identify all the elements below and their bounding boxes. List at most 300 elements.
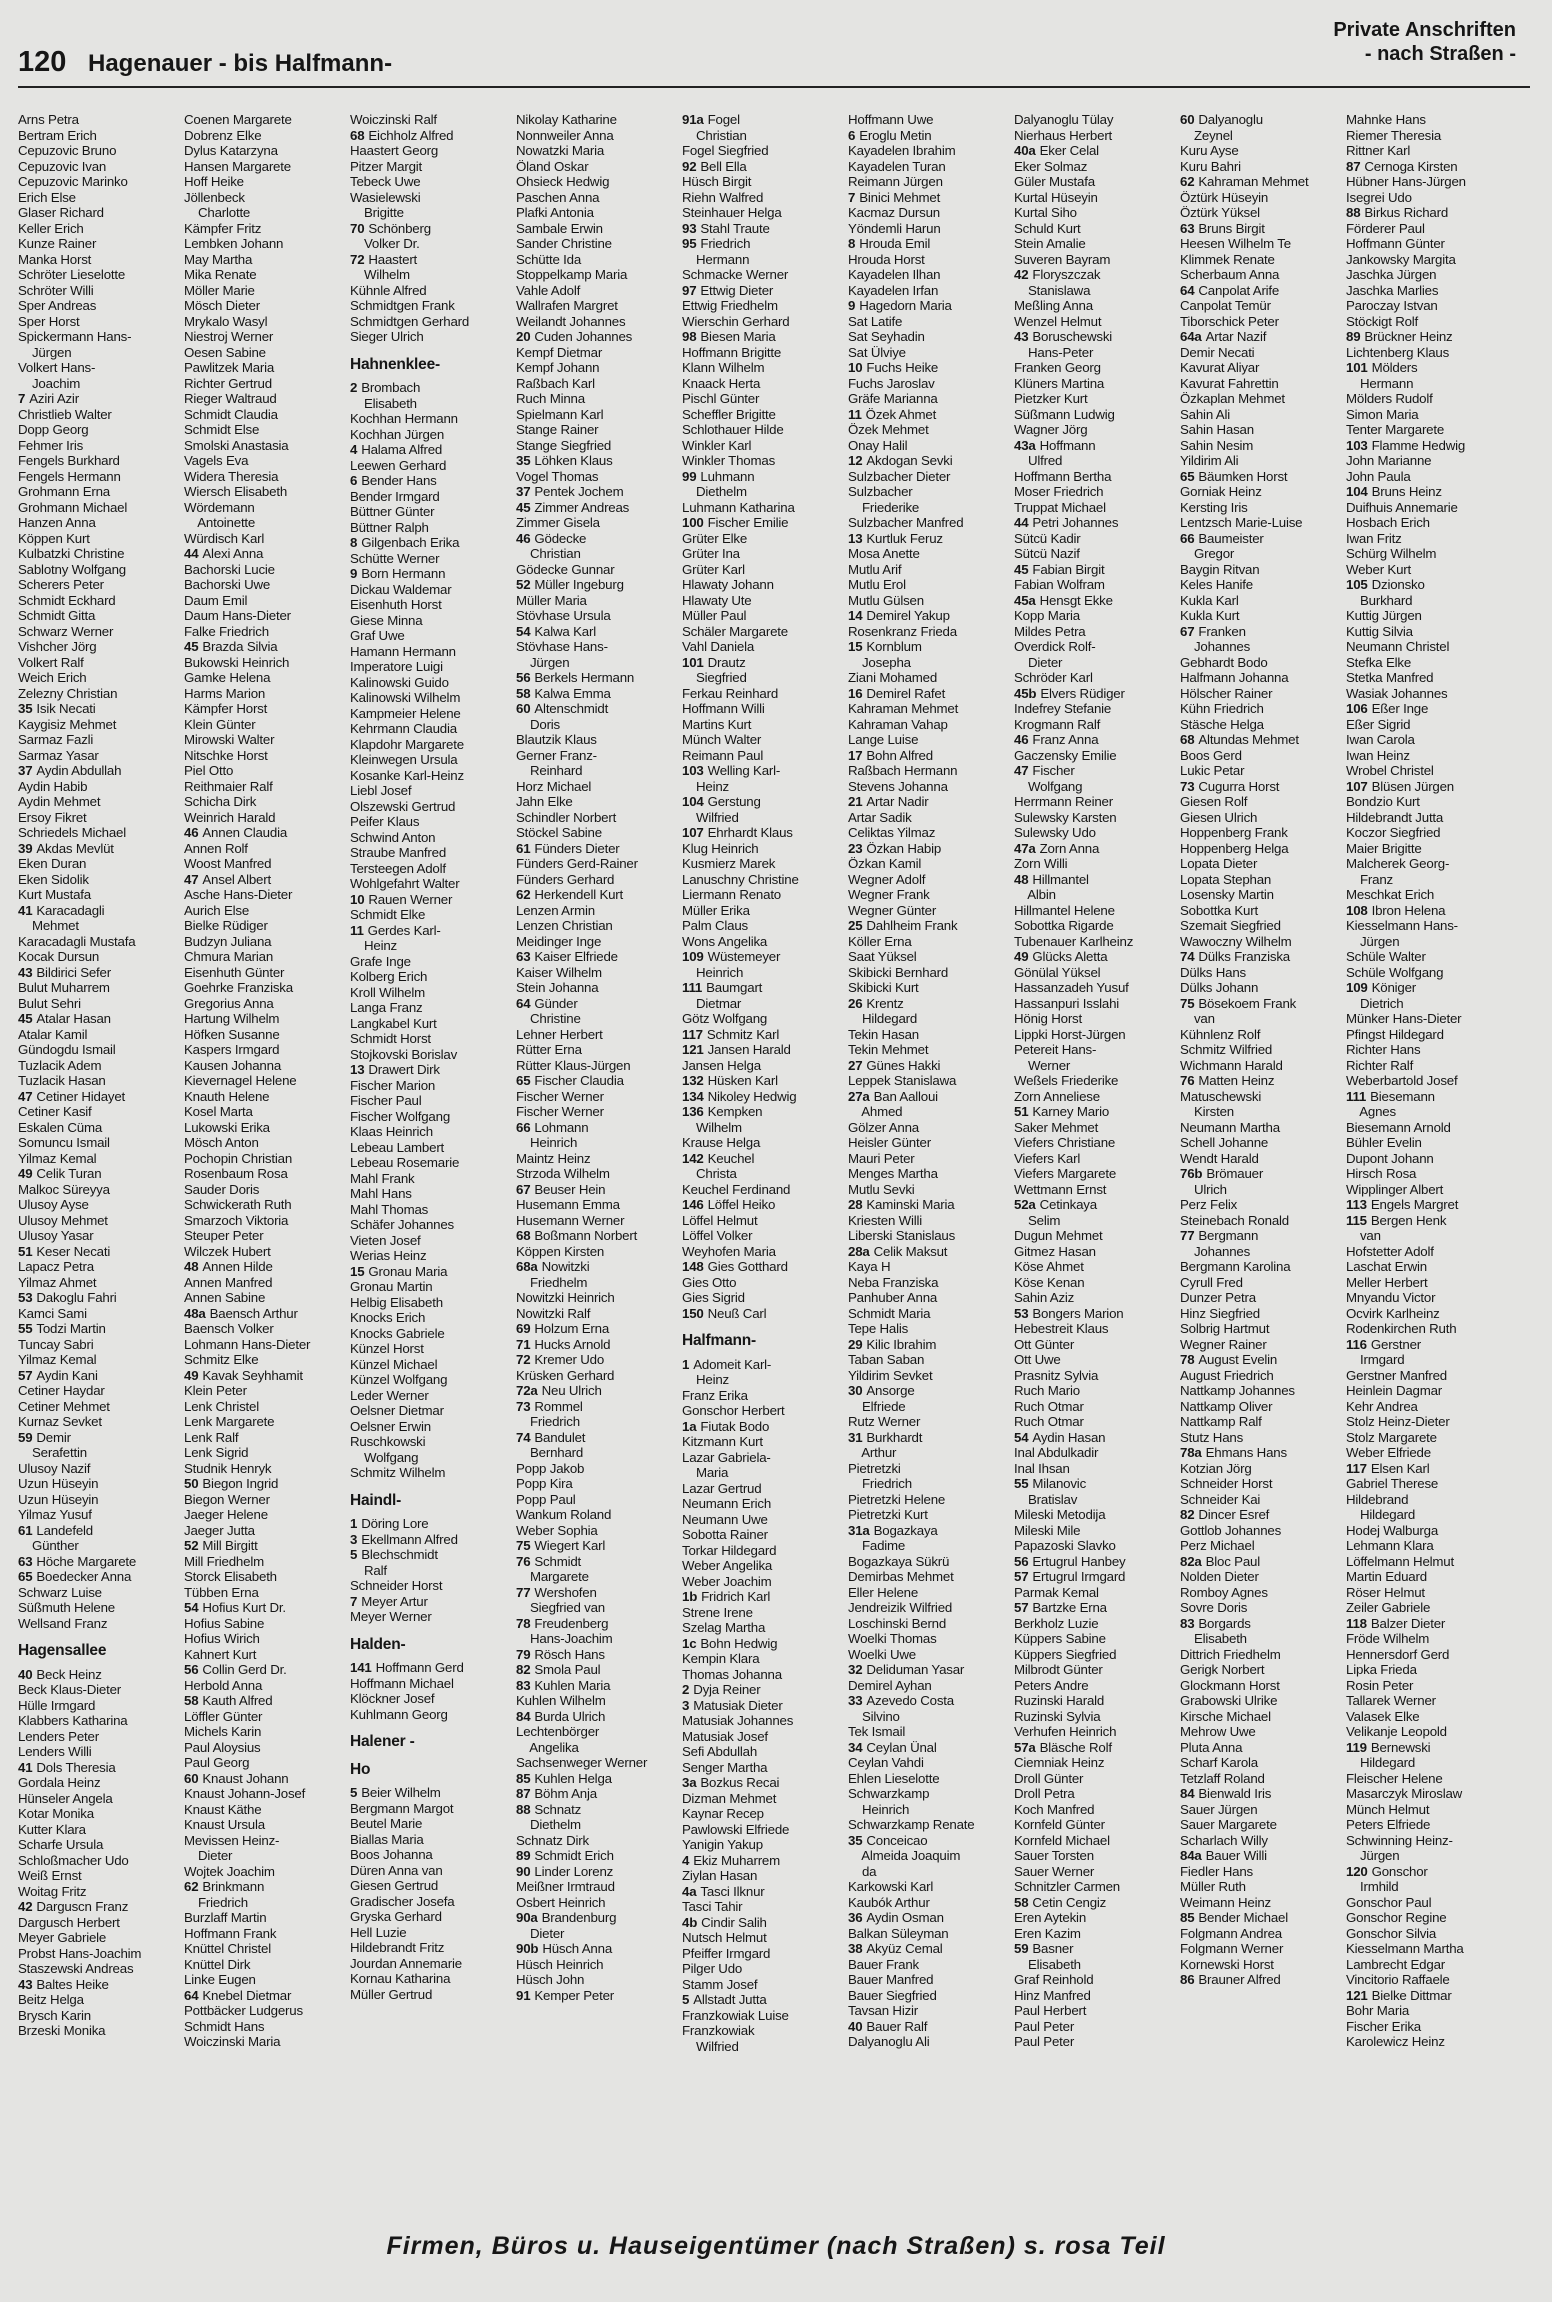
resident-name: Lenk Christel (184, 1398, 259, 1414)
house-number: 75 (1180, 995, 1195, 1011)
resident-name: Fischer Claudia (534, 1073, 624, 1088)
resident-name: Kriesten Willi (848, 1212, 923, 1228)
resident-name: Jaschka Jürgen (1346, 267, 1437, 282)
resident-name: Widera Theresia (184, 468, 279, 484)
directory-entry (1346, 1879, 1508, 1895)
house-number: 11 (350, 922, 364, 938)
resident-name: John Marianne (1346, 453, 1432, 468)
directory-entry (1014, 159, 1176, 175)
resident-name: Jaschka Marlies (1346, 282, 1439, 298)
directory-entry (350, 520, 512, 536)
resident-name: Sper Andreas (18, 298, 97, 313)
directory-entry (1346, 903, 1508, 919)
directory-entry (848, 748, 1010, 764)
resident-name: Lebeau Rosemarie (350, 1155, 460, 1170)
resident-name: Götz Wolfgang (682, 1011, 768, 1026)
directory-entry (848, 205, 1010, 221)
house-number: 5 (350, 1547, 358, 1562)
directory-entry (350, 1357, 512, 1373)
resident-name: May Martha (184, 251, 253, 267)
directory-entry (1180, 469, 1342, 485)
resident-name: Nowitzki Ralf (516, 1305, 591, 1321)
directory-entry (516, 1678, 678, 1694)
resident-name: Schwickerath Ruth (184, 1197, 292, 1212)
resident-name: Fabian Wolfram (1014, 577, 1105, 592)
house-number: 62 (184, 1879, 199, 1894)
directory-entry (1014, 887, 1176, 903)
directory-entry (516, 1073, 678, 1089)
resident-name: Küppers Sabine (1014, 1631, 1106, 1646)
resident-name: Silvino (848, 1708, 900, 1724)
directory-entry (1180, 484, 1342, 500)
resident-name: Ruch Mario (1014, 1383, 1080, 1398)
house-number: 98 (682, 329, 697, 344)
directory-entry (350, 907, 512, 923)
house-number: 7 (350, 1593, 358, 1609)
directory-entry (18, 717, 180, 733)
directory-entry (18, 1760, 180, 1776)
directory-entry (848, 298, 1010, 314)
resident-name: Isik Necati (36, 701, 96, 716)
house-number: 65 (18, 1569, 33, 1584)
directory-entry (682, 1667, 844, 1683)
resident-name: Sat Latife (848, 313, 903, 329)
resident-name: Kurtal Hüseyin (1014, 189, 1098, 205)
directory-entry (1346, 112, 1508, 128)
directory-entry (682, 314, 844, 330)
directory-entry (516, 112, 678, 128)
directory-entry (516, 1833, 678, 1849)
resident-name: Gaczensky Emilie (1014, 747, 1117, 763)
resident-name: Husemann Emma (516, 1197, 620, 1212)
resident-name: Aydin Abdullah (36, 763, 122, 778)
resident-name: Gölzer Anna (848, 1119, 919, 1135)
resident-name: Kahraman Mehmet (848, 701, 959, 716)
resident-name: Gonschor Paul (1346, 1894, 1432, 1910)
directory-entry (184, 1616, 346, 1632)
house-number: 37 (516, 484, 531, 499)
directory-entry (350, 675, 512, 691)
house-number: 73 (516, 1398, 531, 1414)
resident-name: Wellsand Franz (18, 1615, 108, 1631)
directory-entry (184, 1166, 346, 1182)
resident-name: Franken (1198, 623, 1246, 639)
resident-name: Kempken (707, 1104, 763, 1119)
directory-entry (184, 221, 346, 237)
directory-entry (516, 1585, 678, 1601)
directory-entry (516, 732, 678, 748)
directory-entry (1180, 546, 1342, 562)
directory-entry (516, 190, 678, 206)
resident-name: Ettwig Friedhelm (682, 298, 778, 313)
resident-name: Fengels Hermann (18, 468, 121, 484)
directory-entry (184, 1833, 346, 1849)
directory-entry (682, 345, 844, 361)
directory-entry (848, 1104, 1010, 1120)
directory-entry (18, 190, 180, 206)
directory-entry (1346, 438, 1508, 454)
resident-name: Yilmaz Kemal (18, 1150, 97, 1166)
directory-entry (516, 1554, 678, 1570)
resident-name: Ciemniak Heinz (1014, 1755, 1105, 1770)
resident-name: Dylus Katarzyna (184, 143, 278, 158)
directory-entry (1346, 1244, 1508, 1260)
directory-entry (1014, 1848, 1176, 1864)
resident-name: Mutlu Sevki (848, 1181, 915, 1197)
directory-entry (516, 1461, 678, 1477)
resident-name: Bauer Frank (848, 1956, 919, 1972)
resident-name: Jürgen (1346, 1848, 1400, 1863)
directory-entry (350, 1233, 512, 1249)
directory-entry (682, 686, 844, 702)
directory-entry (1180, 391, 1342, 407)
directory-entry (184, 903, 346, 919)
resident-name: Biesemann (1370, 1088, 1435, 1104)
resident-name: Weberbartold Josef (1346, 1073, 1458, 1088)
house-number: 54 (184, 1600, 199, 1615)
directory-entry (184, 174, 346, 190)
directory-entry (350, 174, 512, 190)
resident-name: Kahnert Kurt (184, 1646, 257, 1662)
resident-name: Hünseler Angela (18, 1790, 113, 1806)
directory-entry (516, 1476, 678, 1492)
resident-name: Iwan Carola (1346, 732, 1415, 747)
directory-entry (184, 1027, 346, 1043)
resident-name: Keuchel (707, 1150, 755, 1166)
directory-entry (350, 1419, 512, 1435)
resident-name: Sauer Margarete (1180, 1817, 1277, 1832)
directory-entry (1346, 1647, 1508, 1663)
resident-name: Nattkamp Oliver (1180, 1398, 1273, 1414)
resident-name: Schriedels Michael (18, 825, 126, 840)
resident-name: Köppen Kirsten (516, 1243, 605, 1259)
resident-name: Ansel Albert (202, 871, 271, 887)
resident-name: Sütcü Kadir (1014, 530, 1081, 546)
resident-name: Weber Sophia (516, 1522, 598, 1538)
directory-entry (848, 1771, 1010, 1787)
directory-entry (682, 112, 844, 128)
directory-entry (682, 1543, 844, 1559)
directory-entry (516, 1368, 678, 1384)
resident-name: Landefeld (36, 1522, 94, 1538)
resident-name: Mehrow Uwe (1180, 1724, 1256, 1739)
directory-entry (682, 205, 844, 221)
resident-name: Schmidt Erich (534, 1848, 614, 1863)
resident-name: Eisenhuth Horst (350, 597, 442, 612)
directory-entry (1346, 1585, 1508, 1601)
directory-entry (350, 1925, 512, 1941)
directory-entry (350, 1140, 512, 1156)
directory-entry (682, 1791, 844, 1807)
directory-entry (1180, 422, 1342, 438)
resident-name: Coenen Margarete (184, 112, 292, 127)
directory-entry (1014, 112, 1176, 128)
resident-name: Scharfe Ursula (18, 1837, 104, 1852)
directory-entry (350, 1801, 512, 1817)
directory-entry (184, 1259, 346, 1275)
resident-name: Giese Minna (350, 612, 423, 628)
house-number: 8 (350, 535, 358, 550)
resident-name: Jaeger Helene (184, 1507, 268, 1522)
directory-entry (516, 1306, 678, 1322)
resident-name: Bachorski Uwe (184, 577, 271, 592)
resident-name: Mölders (1371, 360, 1418, 375)
directory-entry (18, 1414, 180, 1430)
directory-entry (18, 1213, 180, 1229)
directory-entry (1014, 1414, 1176, 1430)
resident-name: Hans-Peter (1014, 344, 1094, 360)
directory-entry (184, 1089, 346, 1105)
directory-entry (1346, 732, 1508, 748)
directory-entry (1180, 1213, 1342, 1229)
resident-name: Glockmann Horst (1180, 1677, 1280, 1693)
directory-entry (18, 686, 180, 702)
directory-entry (1180, 1848, 1342, 1864)
directory-entry (350, 1155, 512, 1171)
directory-entry (1014, 1368, 1176, 1384)
directory-entry (848, 453, 1010, 469)
directory-entry (848, 903, 1010, 919)
resident-name: Wilhelm (350, 267, 410, 282)
resident-name: Wendt Harald (1180, 1150, 1259, 1166)
directory-entry (1014, 1988, 1176, 2004)
resident-name: Elisabeth (350, 395, 417, 411)
house-number: 37 (18, 763, 33, 778)
resident-name: Hinz Siegfried (1180, 1305, 1260, 1321)
directory-entry (1014, 1399, 1176, 1415)
directory-entry (1014, 221, 1176, 237)
directory-entry (1346, 174, 1508, 190)
directory-entry (350, 1434, 512, 1450)
resident-name: Eroglu Metin (859, 127, 932, 143)
directory-entry (1180, 159, 1342, 175)
resident-name: Kaiser Elfriede (534, 949, 618, 964)
directory-entry (184, 1724, 346, 1740)
house-number: 40 (848, 2018, 863, 2034)
house-number: 90b (516, 1941, 539, 1956)
directory-entry (350, 427, 512, 443)
resident-name: Straube Manfred (350, 845, 447, 860)
resident-name: Giesen Rolf (1180, 794, 1248, 809)
directory-entry (516, 391, 678, 407)
directory-entry (1346, 422, 1508, 438)
house-number: 41 (18, 1759, 33, 1775)
resident-name: Mirowski Walter (184, 732, 275, 747)
directory-entry (848, 1693, 1010, 1709)
directory-entry (516, 903, 678, 919)
directory-entry (848, 1461, 1010, 1477)
resident-name: Kalinowski Wilhelm (350, 690, 461, 705)
directory-entry (516, 1879, 678, 1895)
directory-entry (350, 489, 512, 505)
resident-name: Gödecke Gunnar (516, 561, 615, 577)
directory-entry (1346, 345, 1508, 361)
directory-entry (1014, 1182, 1176, 1198)
directory-entry (682, 810, 844, 826)
resident-name: Tebeck Uwe (350, 174, 421, 189)
resident-name: Klüners Martina (1014, 375, 1105, 391)
directory-entry (1180, 1445, 1342, 1461)
directory-entry (184, 1848, 346, 1864)
house-number: 3 (682, 1697, 690, 1713)
resident-name: Wichmann Harald (1180, 1057, 1283, 1073)
directory-entry (18, 1569, 180, 1585)
resident-name: Baensch Volker (184, 1321, 274, 1336)
directory-entry (18, 1476, 180, 1492)
resident-name: Brinkmann (202, 1879, 265, 1894)
resident-name: Friedrich (184, 1894, 248, 1910)
resident-name: Förderer Paul (1346, 220, 1425, 236)
directory-entry (350, 1047, 512, 1063)
resident-name: Paul Peter (1014, 2034, 1075, 2049)
resident-name: Fuchs Jaroslav (848, 375, 935, 391)
resident-name: Indefrey Stefanie (1014, 701, 1112, 716)
resident-name: Hillmantel (1032, 871, 1089, 887)
directory-entry (848, 1895, 1010, 1911)
directory-entry (1346, 562, 1508, 578)
resident-name: Rütter Klaus-Jürgen (516, 1057, 631, 1073)
resident-name: Dobrenz Elke (184, 127, 262, 143)
resident-name: Kulbatzki Christine (18, 546, 125, 561)
resident-name: Fleischer Helene (1346, 1770, 1443, 1786)
resident-name: Annen Claudia (202, 825, 288, 840)
directory-entry (1346, 407, 1508, 423)
directory-entry (1014, 531, 1176, 547)
directory-entry (682, 1197, 844, 1213)
directory-entry (682, 1574, 844, 1590)
resident-name: Bergen Henk (1370, 1212, 1447, 1228)
directory-entry (1014, 1755, 1176, 1771)
resident-name: Vincitorio Raffaele (1346, 1972, 1450, 1987)
directory-entry (682, 438, 844, 454)
resident-name: Isegrei Udo (1346, 189, 1412, 205)
directory-entry (848, 2003, 1010, 2019)
directory-entry (682, 1357, 844, 1373)
directory-entry (848, 1383, 1010, 1399)
directory-entry (184, 748, 346, 764)
resident-name: Pietretzki Kurt (848, 1507, 928, 1522)
resident-name: Bongers Marion (1032, 1305, 1124, 1321)
directory-entry (848, 1631, 1010, 1647)
directory-entry (1014, 1430, 1176, 1446)
directory-entry (1014, 484, 1176, 500)
resident-name: Löffelmann Helmut (1346, 1553, 1454, 1569)
resident-name: Jourdan Annemarie (350, 1955, 462, 1971)
directory-entry (682, 1450, 844, 1466)
directory-entry (18, 376, 180, 392)
directory-entry (1014, 1306, 1176, 1322)
resident-name: Darguscn Franz (36, 1899, 129, 1914)
resident-name: Meller Herbert (1346, 1274, 1428, 1290)
resident-name: Pietzker Kurt (1014, 391, 1088, 406)
directory-entry (1180, 1027, 1342, 1043)
directory-entry (18, 407, 180, 423)
resident-name: Hoffmann Frank (184, 1925, 277, 1941)
directory-entry (1014, 1321, 1176, 1337)
directory-entry (184, 1213, 346, 1229)
directory-column (18, 112, 180, 2217)
resident-name: Brigitte (350, 205, 404, 220)
house-number: 69 (516, 1321, 531, 1336)
directory-entry (682, 965, 844, 981)
resident-name: Dugun Mehmet (1014, 1228, 1103, 1243)
directory-entry (1014, 1027, 1176, 1043)
directory-entry (682, 1419, 844, 1435)
resident-name: Wrobel Christel (1346, 763, 1434, 778)
directory-entry (1180, 205, 1342, 221)
directory-column (184, 112, 346, 2217)
house-number: 46 (184, 825, 199, 840)
resident-name: Kaynar Recep (682, 1806, 764, 1821)
resident-name: Probst Hans-Joachim (18, 1945, 142, 1961)
house-number: 38 (848, 1941, 863, 1956)
directory-entry (516, 856, 678, 872)
directory-entry (1180, 252, 1342, 268)
resident-name: Gödecke (534, 530, 587, 546)
directory-entry (184, 670, 346, 686)
resident-name: Lenk Sigrid (184, 1445, 249, 1460)
directory-entry (1014, 1151, 1176, 1167)
resident-name: Langkabel Kurt (350, 1015, 437, 1031)
resident-name: Mileski Mile (1014, 1522, 1081, 1538)
directory-entry (516, 1399, 678, 1415)
resident-name: Eken Sidolik (18, 871, 89, 887)
directory-entry (516, 717, 678, 733)
resident-name: Osbert Heinrich (516, 1894, 606, 1910)
directory-entry (1180, 1182, 1342, 1198)
directory-entry (682, 515, 844, 531)
resident-name: Schäler Margarete (682, 623, 788, 639)
directory-entry (848, 1275, 1010, 1291)
directory-entry (1346, 1073, 1508, 1089)
directory-entry (1180, 1414, 1342, 1430)
directory-entry (516, 515, 678, 531)
directory-entry (350, 458, 512, 474)
resident-name: Heinz (682, 1372, 729, 1387)
directory-entry (184, 236, 346, 252)
resident-name: Krentz (866, 995, 904, 1011)
house-number: 117 (1346, 1460, 1367, 1476)
resident-name: Hucks Arnold (534, 1336, 611, 1352)
directory-entry (1180, 872, 1342, 888)
directory-entry (18, 1822, 180, 1838)
resident-name: Köse Kenan (1014, 1274, 1085, 1290)
house-number: 54 (516, 623, 531, 639)
directory-entry (682, 128, 844, 144)
house-number: 35 (848, 1832, 863, 1848)
resident-name: Dopp Georg (18, 422, 89, 437)
resident-name: Bauer Ralf (866, 2018, 928, 2034)
resident-name: Solbrig Hartmut (1180, 1321, 1270, 1336)
directory-entry (1346, 810, 1508, 826)
directory-entry (1346, 856, 1508, 872)
resident-name: Hoffmann (1039, 437, 1096, 453)
directory-entry (18, 577, 180, 593)
resident-name: Ruzinski Harald (1014, 1693, 1105, 1708)
directory-entry (350, 1341, 512, 1357)
resident-name: Kornau Katharina (350, 1971, 451, 1986)
directory-entry (1346, 794, 1508, 810)
house-number: 148 (682, 1259, 704, 1274)
resident-name: Müller Ruth (1180, 1879, 1246, 1894)
directory-entry (682, 1605, 844, 1621)
directory-entry (848, 1616, 1010, 1632)
resident-name: Heinlein Dagmar (1346, 1383, 1443, 1398)
resident-name: Ansorge (866, 1383, 915, 1398)
directory-entry (848, 1600, 1010, 1616)
directory-entry (1180, 1507, 1342, 1523)
directory-entry (18, 1884, 180, 1900)
